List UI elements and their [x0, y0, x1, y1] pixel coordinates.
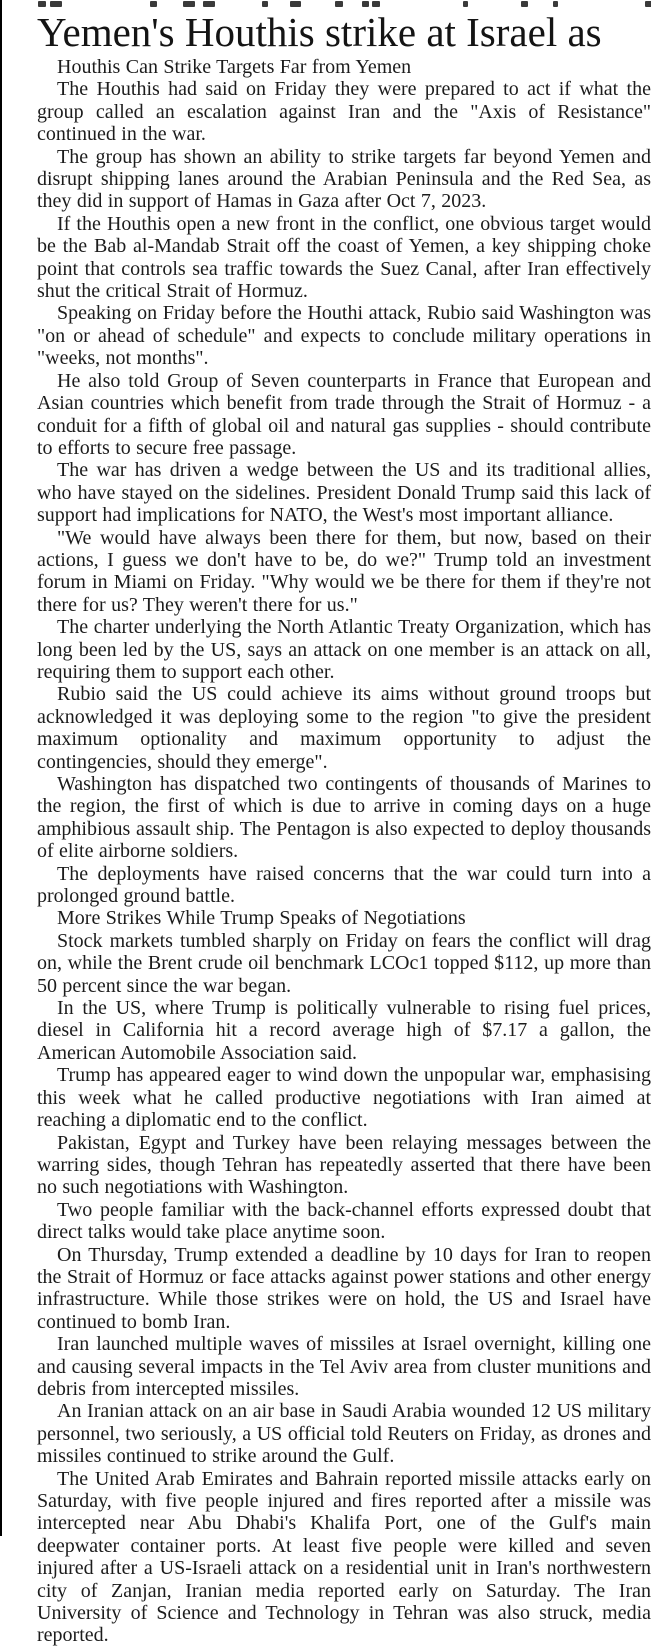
article-paragraph: The Houthis had said on Friday they were prepared to act if what the group called an escalation against Iran and the "Axis of Resistance" continued in the war. [37, 78, 651, 146]
section-subhead: Houthis Can Strike Targets Far from Yemen [57, 56, 412, 78]
article-paragraph: The charter underlying the North Atlantic Treaty Organization, which has long been led by the US, says an attack on one member is an attack on all, requiring them to support each other. [37, 616, 651, 683]
section-subhead: More Strikes While Trump Speaks of Negotiations [57, 907, 466, 930]
article-paragraph: Washington has dispatched two contingents of thousands of Marines to the region, the first of which is due to arrive in coming days on a huge amphibious assault ship. The Pentagon is also expected to deploy thousands of elite airborne soldiers. [37, 773, 651, 863]
headline-fragment [372, 1, 380, 7]
headline-fragment [290, 1, 301, 7]
article-paragraph: If the Houthis open a new front in the conflict, one obvious target would be the Bab al-Mandab Strait off the coast of Yemen, a key shipping choke point that controls sea traffic towards the Suez Canal, after Iran effectively shut the critical Strait of Hormuz. [37, 212, 651, 303]
article-paragraph: The group has shown an ability to strike targets far beyond Yemen and disrupt shipping lanes around the Arabian Peninsula and the Red Sea, as they did in support of Hamas in Gaza after Oct 7, 2023. [37, 145, 651, 213]
article-paragraph: The deployments have raised concerns that the war could turn into a prolonged ground battle. [37, 862, 651, 908]
headline-fragment [553, 1, 558, 7]
headline-fragment [183, 1, 195, 7]
article-headline: Yemen's Houthis strike at Israel as [37, 9, 602, 55]
headline-fragment [645, 1, 651, 7]
article-paragraph: Rubio said the US could achieve its aims without ground troops but acknowledged it was deploying some to the region "to give the president maximum optionality and maximum opportunity to adjust the contingencies, should they emerge". [37, 683, 651, 773]
headline-fragment [150, 1, 157, 7]
headline-fragment [362, 1, 369, 7]
headline-fragment [203, 1, 215, 7]
headline-fragment [521, 1, 528, 7]
article-page [37, 0, 651, 1647]
left-edge-rule [0, 0, 2, 1536]
headline-fragment [262, 1, 268, 7]
headline-fragment [463, 1, 468, 7]
article-paragraph: The war has driven a wedge between the US and its traditional allies, who have stayed on the sidelines. President Donald Trump said this lack of support had implications for NATO, the West's most important alliance. [37, 459, 651, 527]
article-paragraph: An Iranian attack on an air base in Saudi Arabia wounded 12 US military personnel, two seriously, a US official told Reuters on Friday, as drones and missiles continued to strike around the Gulf. [37, 1400, 651, 1468]
article-paragraph: In the US, where Trump is politically vulnerable to rising fuel prices, diesel in California hit a record average high of $7.17 a gallon, the American Automobile Association said. [37, 997, 651, 1064]
article-paragraph: Two people familiar with the back-channel efforts expressed doubt that direct talks would take place anytime soon. [37, 1198, 651, 1244]
article-paragraph: Speaking on Friday before the Houthi attack, Rubio said Washington was "on or ahead of schedule" and expects to conclude military operations in "weeks, not months". [37, 302, 651, 370]
headline-fragment [38, 1, 46, 7]
article-paragraph: "We would have always been there for them, but now, based on their actions, I guess we don't have to be, do we?" Trump told an investment forum in Miami on Friday. "Why would we be there for them if they're not there for us? They weren't there for us." [37, 526, 651, 616]
article-paragraph: Trump has appeared eager to wind down the unpopular war, emphasising this week what he called productive negotiations with Iran aimed at reaching a diplomatic end to the conflict. [37, 1064, 651, 1132]
article-paragraph: Stock markets tumbled sharply on Friday on fears the conflict will drag on, while the Brent crude oil benchmark LCOc1 topped $112, up more than 50 percent since the war began. [37, 929, 651, 997]
article-body [37, 56, 651, 1647]
headline-fragment [335, 1, 343, 7]
article-paragraph: Iran launched multiple waves of missiles at Israel overnight, killing one and causing several impacts in the Tel Aviv area from cluster munitions and debris from intercepted missiles. [37, 1333, 651, 1400]
headline-fragment [50, 1, 62, 7]
article-paragraph: He also told Group of Seven counterparts in France that European and Asian countries which benefit from trade through the Strait of Hormuz - a conduit for a fifth of global oil and natural gas supplies - should contribute to efforts to secure free passage. [37, 369, 651, 459]
clipped-headline-fragments [37, 0, 651, 9]
article-paragraph: On Thursday, Trump extended a deadline by 10 days for Iran to reopen the Strait of Hormuz or face attacks against power stations and other energy infrastructure. While those strikes were on hold, the US and Israel have continued to bomb Iran. [37, 1243, 651, 1333]
article-paragraph: Pakistan, Egypt and Turkey have been relaying messages between the warring sides, though Tehran has repeatedly asserted that there have been no such negotiations with Washington. [37, 1131, 651, 1199]
article-paragraph: The United Arab Emirates and Bahrain reported missile attacks early on Saturday, with five people injured and fires reported after a missile was intercepted near Abu Dhabi's Khalifa Port, one of the Gulf's main deepwater container ports. At least five people were killed and seven injured after a US-Israeli attack on a residential unit in Iran's northwestern city of Zanjan, Iranian media reported early on Saturday. The Iran University of Science and Technology in Tehran was also struck, media reported. [37, 1467, 651, 1647]
